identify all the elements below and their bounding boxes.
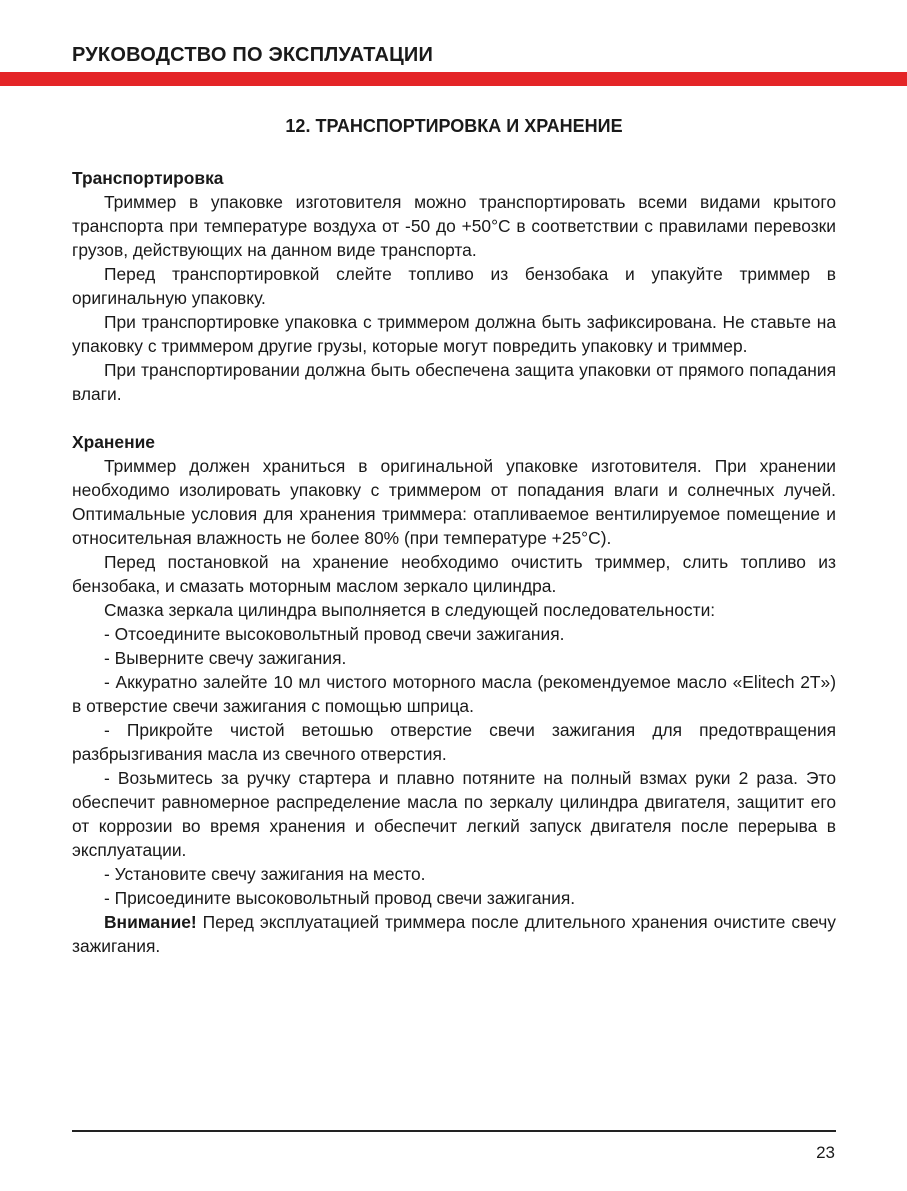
section-gap <box>72 406 836 430</box>
footer-rule <box>72 1130 836 1132</box>
storage-step: - Прикройте чистой ветошью отверстие свечи зажигания для предотвращения разбрызгивания масла из свечного отверстия. <box>72 720 836 764</box>
storage-heading: Хранение <box>72 432 155 452</box>
storage-step: - Выверните свечу зажигания. <box>104 648 347 668</box>
storage-step: - Аккуратно залейте 10 мл чистого моторного масла (рекомендуемое масло «Elitech 2T») в отверстие свечи зажигания с помощью шприца. <box>72 672 836 716</box>
transport-paragraph: Триммер в упаковке изготовителя можно транспортировать всеми видами крытого транспорта при температуре воздуха от -50 до +50°С в соответствии с правилами перевозки грузов, действующих на данном виде транспорта. <box>72 192 836 260</box>
storage-paragraph: Смазка зеркала цилиндра выполняется в следующей последовательности: <box>104 600 716 620</box>
warning-text: Перед эксплуатацией триммера после длительного хранения очистите свечу зажигания. <box>72 912 836 956</box>
warning-label: Внимание! <box>104 912 197 932</box>
storage-step: - Возьмитесь за ручку стартера и плавно потяните на полный взмах руки 2 раза. Это обеспечит равномерное распределение масла по зеркалу цилиндра двигателя, защитит его от коррозии во время хранения и обеспечит легкий запуск двигателя после перерыва в эксплуатации. <box>72 768 836 860</box>
transport-paragraph: При транспортировке упаковка с триммером должна быть зафиксирована. Не ставьте на упаковку с триммером другие грузы, которые могут повредить упаковку и триммер. <box>72 312 836 356</box>
section-title: 12. ТРАНСПОРТИРОВКА И ХРАНЕНИЕ <box>285 116 623 136</box>
storage-step: - Отсоедините высоковольтный провод свечи зажигания. <box>104 624 565 644</box>
page-content <box>72 114 836 958</box>
transport-paragraph: При транспортировании должна быть обеспечена защита упаковки от прямого попадания влаги. <box>72 360 836 404</box>
transport-heading: Транспортировка <box>72 168 224 188</box>
running-header: РУКОВОДСТВО ПО ЭКСПЛУАТАЦИИ <box>72 44 434 66</box>
storage-paragraph: Триммер должен храниться в оригинальной упаковке изготовителя. При хранении необходимо изолировать упаковку с триммером от попадания влаги и солнечных лучей. Оптимальные условия для хранения триммера: отапливаемое вентилируемое помещение и относительная влажность не более 80% (при температуре +25°С). <box>72 456 836 548</box>
transport-paragraph: Перед транспортировкой слейте топливо из бензобака и упакуйте триммер в оригинальную упаковку. <box>72 264 836 308</box>
warning-paragraph <box>72 910 836 958</box>
header-accent-bar <box>0 72 907 86</box>
page-number: 23 <box>816 1143 835 1162</box>
storage-step: - Установите свечу зажигания на место. <box>104 864 426 884</box>
storage-step: - Присоедините высоковольтный провод свечи зажигания. <box>104 888 576 908</box>
storage-paragraph: Перед постановкой на хранение необходимо очистить триммер, слить топливо из бензобака, и смазать моторным маслом зеркало цилиндра. <box>72 552 836 596</box>
